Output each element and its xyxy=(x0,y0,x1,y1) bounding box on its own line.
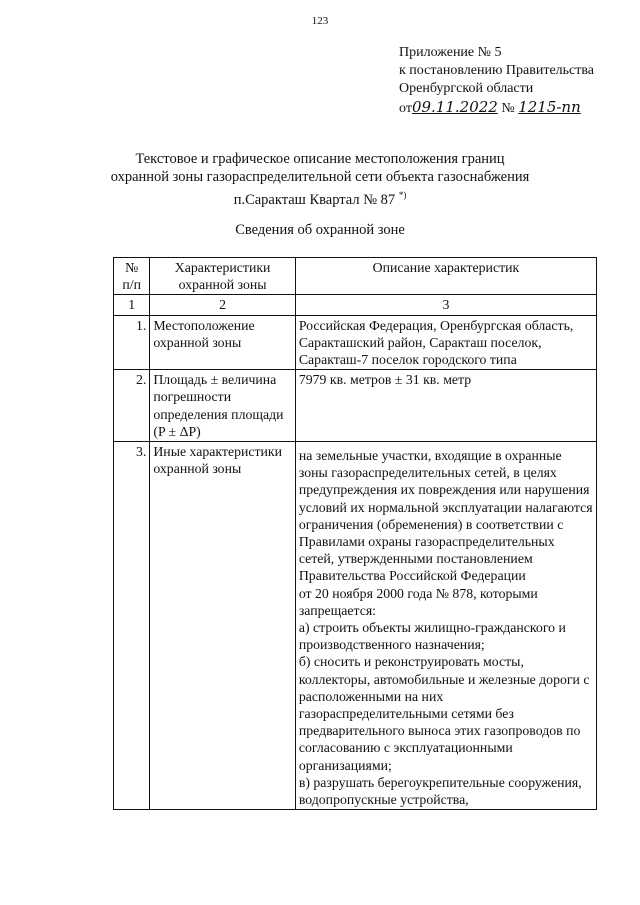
index-2: 2 xyxy=(150,295,296,315)
row-value xyxy=(295,442,596,810)
protection-zone-table xyxy=(113,257,597,810)
appendix-block xyxy=(399,44,594,118)
handwritten-date: 09.11.2022 xyxy=(411,98,498,116)
handwritten-number: 1215-пп xyxy=(518,98,581,116)
row-number: 1. xyxy=(114,315,150,370)
appendix-date-line xyxy=(399,98,594,118)
value-paragraph: б) сносить и реконструировать мосты, коллекторы, автомобильные и железные дороги с расположенными на них газораспределительными сетями без предварительного выноса этих газопроводов по согласованию с эксплуатационными организациями; xyxy=(298,654,590,773)
value-paragraph: на земельные участки, входящие в охранные зоны газораспределительных сетей, в целях предупреждения их повреждения или нарушения условий их нормальной эксплуатации налагаются ограничения (обременения) в соответствии с Правилами охраны газораспределительных сетей, утвержденными постановлением Правительства Российской Федерации xyxy=(298,448,593,584)
row-value: Российская Федерация, Оренбургская область, Саракташский район, Саракташ поселок, Саракташ-7 поселок городского типа xyxy=(295,315,596,370)
title-line-3-text: п.Саракташ Квартал № 87 xyxy=(233,191,396,208)
index-3: 3 xyxy=(295,295,596,315)
page-number: 123 xyxy=(311,15,329,27)
index-1: 1 xyxy=(114,295,150,315)
title-line-1: Текстовое и графическое описание местоположения границ xyxy=(135,151,505,167)
row-number: 2. xyxy=(114,370,150,442)
date-prefix: от xyxy=(399,101,412,116)
row-value: 7979 кв. метров ± 31 кв. метр xyxy=(295,370,596,442)
table-row xyxy=(114,442,597,810)
appendix-line-2: к постановлению Правительства xyxy=(399,63,595,78)
document-title xyxy=(0,150,640,209)
table-row xyxy=(114,370,597,442)
header-description: Описание характеристик xyxy=(295,258,596,295)
value-paragraph: от 20 ноября 2000 года № 878, которыми запрещается: xyxy=(298,585,538,618)
table-row xyxy=(114,315,597,370)
row-name: Иные характеристики охранной зоны xyxy=(150,442,296,810)
row-name: Местоположение охранной зоны xyxy=(150,315,296,370)
number-prefix: № xyxy=(501,101,515,116)
value-paragraph: а) строить объекты жилищно-гражданского и производственного назначения; xyxy=(298,620,566,653)
row-number: 3. xyxy=(114,442,150,810)
title-line-3 xyxy=(0,186,640,209)
header-characteristics: Характеристики охранной зоны xyxy=(150,258,296,295)
table-header-row xyxy=(114,258,597,295)
title-line-2: охранной зоны газораспределительной сети объекта газоснабжения xyxy=(110,169,530,185)
value-paragraph: в) разрушать берегоукрепительные сооружения, водопропускные устройства, xyxy=(298,774,582,808)
header-number: № п/п xyxy=(114,258,150,295)
appendix-line-1: Приложение № 5 xyxy=(399,45,502,60)
appendix-line-3: Оренбургской области xyxy=(399,81,534,96)
table-index-row xyxy=(114,295,597,315)
row-name: Площадь ± величина погрешности определения площади (P ± ΔP) xyxy=(150,370,296,442)
section-title: Сведения об охранной зоне xyxy=(235,222,405,238)
footnote-mark: *) xyxy=(398,190,407,200)
